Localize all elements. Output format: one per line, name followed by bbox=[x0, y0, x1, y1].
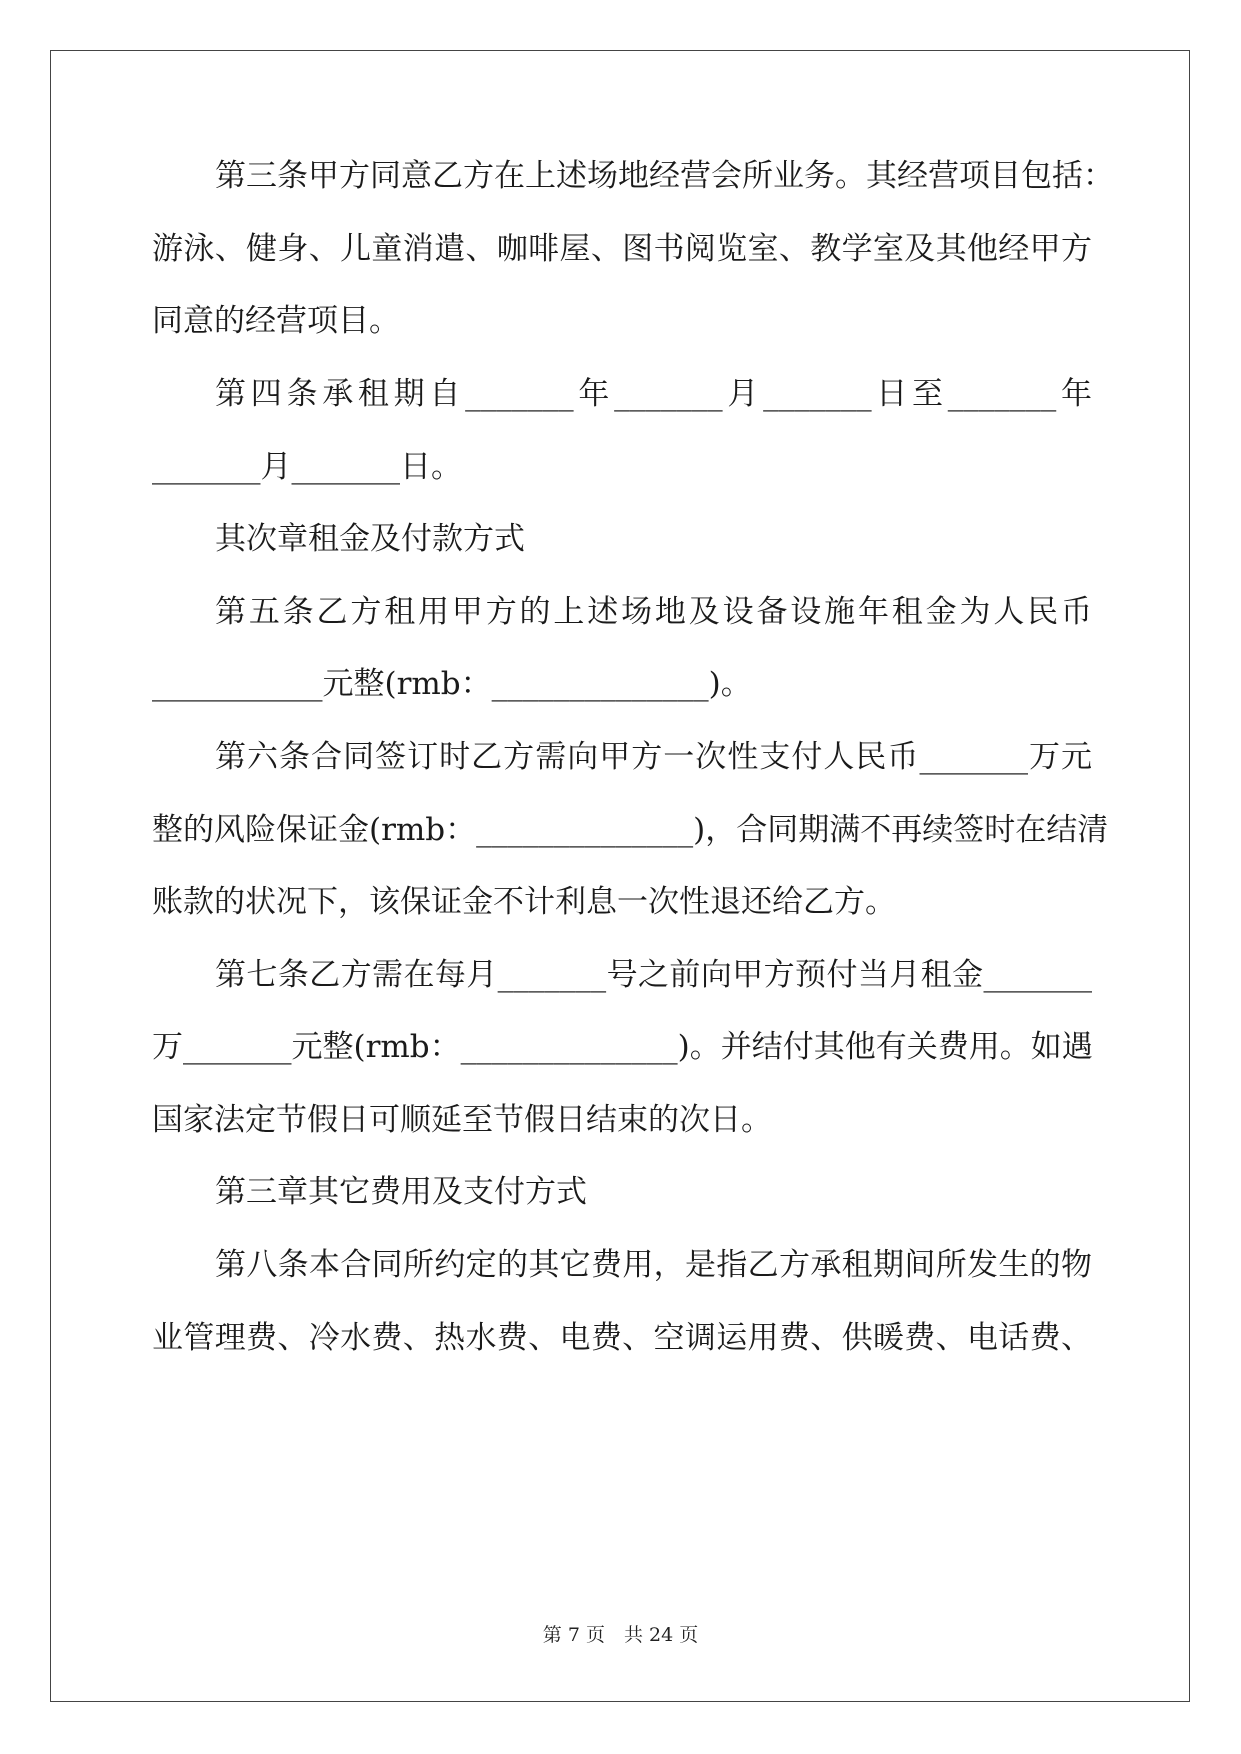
paragraph-line: 万_______元整(rmb：______________)。并结付其他有关费用。如遇 bbox=[152, 1029, 1093, 1065]
section-heading: 其次章租金及付款方式 bbox=[215, 521, 525, 557]
section-heading: 第三章其它费用及支付方式 bbox=[215, 1174, 587, 1210]
paragraph-line: 第八条本合同所约定的其它费用，是指乙方承租期间所发生的物 bbox=[215, 1247, 1092, 1283]
paragraph-line: 账款的状况下，该保证金不计利息一次性退还给乙方。 bbox=[152, 884, 896, 920]
paragraph-line: 整的风险保证金(rmb：______________)，合同期满不再续签时在结清 bbox=[152, 812, 1109, 848]
paragraph-line: ___________元整(rmb：______________)。 bbox=[152, 666, 752, 702]
page-number-footer: 第 7 页 共 24 页 bbox=[542, 1624, 699, 1646]
paragraph-line: 第七条乙方需在每月_______号之前向甲方预付当月租金_______ bbox=[215, 957, 1092, 993]
paragraph-line: 游泳、健身、儿童消遣、咖啡屋、图书阅览室、教学室及其他经甲方 bbox=[152, 231, 1092, 267]
paragraph-line: 国家法定节假日可顺延至节假日结束的次日。 bbox=[152, 1102, 772, 1138]
paragraph-line: 同意的经营项目。 bbox=[152, 303, 400, 339]
paragraph-line: 第三条甲方同意乙方在上述场地经营会所业务。其经营项目包括： bbox=[215, 158, 1114, 194]
paragraph-line: 业管理费、冷水费、热水费、电费、空调运用费、供暖费、电话费、 bbox=[152, 1320, 1092, 1356]
paragraph-line: _______月_______日。 bbox=[152, 449, 462, 485]
paragraph-line: 第四条承租期自_______年_______月_______日至_______年 bbox=[215, 376, 1092, 412]
page-frame bbox=[50, 50, 1190, 1702]
paragraph-line: 第六条合同签订时乙方需向甲方一次性支付人民币_______万元 bbox=[215, 739, 1092, 775]
paragraph-line: 第五条乙方租用甲方的上述场地及设备设施年租金为人民币 bbox=[215, 594, 1092, 630]
